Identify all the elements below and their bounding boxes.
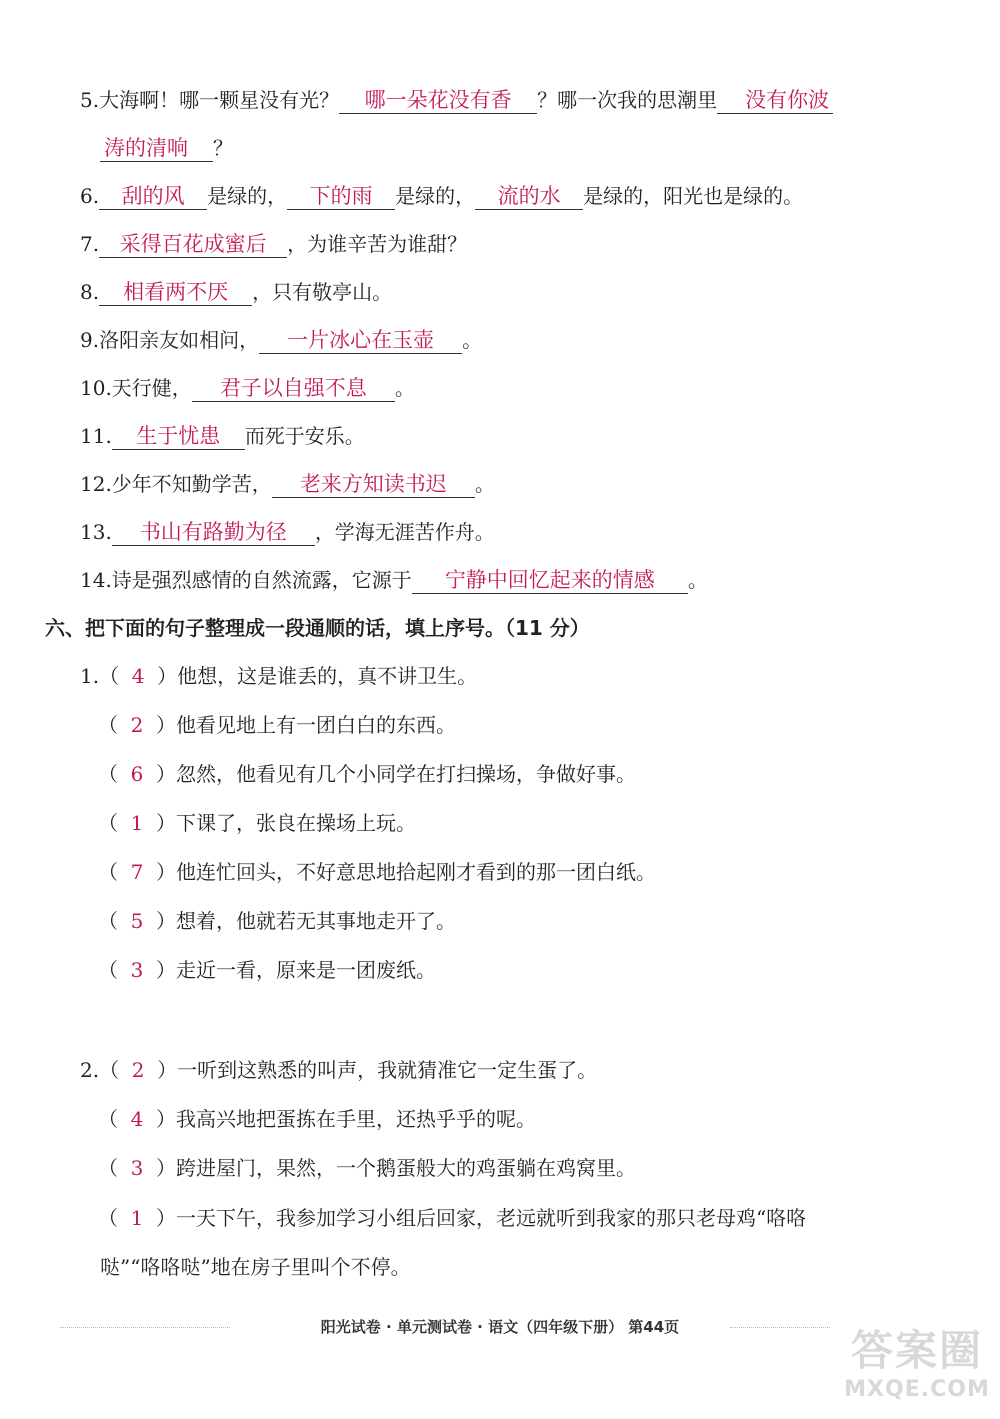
- answer-6-blank2: 下的雨: [287, 183, 395, 210]
- question-8: [80, 278, 392, 306]
- order-item-continuation: 哒”“咯咯哒”地在房子里叫个不停。: [100, 1255, 411, 1279]
- order-lead: （: [98, 958, 118, 982]
- answer-7-blank: 采得百花成蜜后: [99, 231, 287, 258]
- order-text: ）他想，这是谁丢的，真不讲卫生。: [157, 664, 478, 688]
- question-6-text1: 是绿的，: [207, 184, 288, 208]
- question-7-suffix: ，为谁辛苦为谁甜？: [287, 232, 468, 256]
- order-answer: 6: [130, 762, 144, 786]
- order-answer: 5: [130, 909, 144, 933]
- order-lead: （: [98, 909, 118, 933]
- order-answer: 1: [130, 811, 144, 835]
- question-6-text2: 是绿的，: [395, 184, 476, 208]
- order-answer: 2: [130, 713, 144, 737]
- watermark-url: MXQE.COM: [844, 1377, 990, 1402]
- footer-text: 阳光试卷 · 单元测试卷 · 语文（四年级下册） 第44页: [320, 1318, 680, 1336]
- answer-9-blank: 一片冰心在玉壶: [259, 327, 462, 354]
- order-lead: （: [98, 713, 118, 737]
- question-5-suffix: ？: [213, 136, 233, 160]
- answer-5-blank2a: 没有你波: [717, 87, 833, 114]
- question-8-suffix: ，只有敬亭山。: [252, 280, 393, 304]
- question-5-mid: ？哪一次我的思潮里: [537, 88, 718, 112]
- order-lead: 2.（: [80, 1058, 120, 1082]
- order-answer: 2: [131, 1058, 145, 1082]
- order-answer: 4: [130, 1107, 144, 1131]
- answer-8-blank: 相看两不厌: [99, 279, 252, 306]
- order-item: [80, 662, 477, 690]
- question-8-num: 8.: [80, 280, 100, 304]
- answer-6-blank1: 刮的风: [99, 183, 207, 210]
- question-13-num: 13.: [80, 520, 112, 544]
- question-12-suffix: 。: [474, 472, 495, 496]
- question-11: [80, 422, 365, 450]
- order-item: [80, 1056, 597, 1084]
- footer-right-dots: [730, 1327, 830, 1328]
- order-answer: 3: [130, 958, 144, 982]
- footer-left-dots: [60, 1327, 230, 1328]
- order-item: [98, 1204, 806, 1232]
- question-6-num: 6.: [80, 184, 100, 208]
- section-6-title: 六、把下面的句子整理成一段通顺的话，填上序号。（11 分）: [45, 616, 590, 640]
- order-text: ）我高兴地把蛋拣在手里，还热乎乎的呢。: [156, 1107, 536, 1131]
- answer-6-blank3: 流的水: [475, 183, 583, 210]
- order-lead: （: [98, 1107, 118, 1131]
- answer-5-blank2b: 涛的清响: [100, 135, 213, 162]
- order-item: [98, 907, 456, 935]
- answer-11-blank: 生于忧患: [112, 423, 245, 450]
- question-5-line1: [80, 86, 833, 114]
- order-text: ）跨进屋门，果然，一个鹅蛋般大的鸡蛋躺在鸡窝里。: [156, 1156, 636, 1180]
- question-7-num: 7.: [80, 232, 100, 256]
- question-10-prefix: 10.天行健，: [80, 376, 192, 400]
- question-12-prefix: 12.少年不知勤学苦，: [80, 472, 272, 496]
- question-9-prefix: 9.洛阳亲友如相问，: [80, 328, 260, 352]
- question-5-line2: [100, 134, 233, 162]
- question-14-suffix: 。: [687, 568, 708, 592]
- question-5-prefix: 5.大海啊！哪一颗星没有光？: [80, 88, 340, 112]
- order-text: ）一天下午，我参加学习小组后回家，老远就听到我家的那只老母鸡“咯咯: [156, 1206, 807, 1230]
- order-text: ）走近一看，原来是一团废纸。: [156, 958, 436, 982]
- order-text: ）一听到这熟悉的叫声，我就猜准它一定生蛋了。: [157, 1058, 598, 1082]
- order-item: [98, 809, 416, 837]
- order-lead: （: [98, 811, 118, 835]
- order-item: [98, 858, 656, 886]
- question-7: [80, 230, 467, 258]
- order-item: [98, 1154, 636, 1182]
- question-9-suffix: 。: [462, 328, 483, 352]
- order-lead: （: [98, 1156, 118, 1180]
- order-lead: （: [98, 762, 118, 786]
- order-item: [98, 956, 436, 984]
- order-text: ）他连忙回头，不好意思地拾起刚才看到的那一团白纸。: [156, 860, 656, 884]
- question-13: [80, 518, 495, 546]
- question-14-prefix: 14.诗是强烈感情的自然流露，它源于: [80, 568, 412, 592]
- question-10-suffix: 。: [394, 376, 415, 400]
- question-14: [80, 566, 708, 594]
- order-text: ）忽然，他看见有几个小同学在打扫操场，争做好事。: [156, 762, 636, 786]
- question-10: [80, 374, 415, 402]
- answer-10-blank: 君子以自强不息: [192, 375, 395, 402]
- order-lead: （: [98, 1206, 118, 1230]
- watermark-big: 答案圈: [850, 1326, 983, 1375]
- answer-5-blank1: 哪一朵花没有香: [339, 87, 537, 114]
- question-13-suffix: ，学海无涯苦作舟。: [314, 520, 495, 544]
- order-item: [98, 1105, 536, 1133]
- order-item: [98, 760, 636, 788]
- question-11-suffix: 而死于安乐。: [244, 424, 365, 448]
- order-lead: 1.（: [80, 664, 120, 688]
- order-answer: 7: [130, 860, 144, 884]
- order-item: [98, 711, 456, 739]
- question-6: [80, 182, 803, 210]
- order-text: ）下课了，张良在操场上玩。: [156, 811, 416, 835]
- question-9: [80, 326, 482, 354]
- order-answer: 1: [130, 1206, 144, 1230]
- answer-13-blank: 书山有路勤为径: [112, 519, 315, 546]
- order-text: ）想着，他就若无其事地走开了。: [156, 909, 456, 933]
- order-answer: 4: [131, 664, 145, 688]
- order-text: ）他看见地上有一团白白的东西。: [156, 713, 456, 737]
- order-lead: （: [98, 860, 118, 884]
- watermark-logo: [842, 1325, 992, 1413]
- answer-12-blank: 老来方知读书迟: [272, 471, 475, 498]
- order-answer: 3: [130, 1156, 144, 1180]
- answer-14-blank: 宁静中回忆起来的情感: [412, 567, 688, 594]
- question-6-text3: 是绿的，阳光也是绿的。: [583, 184, 804, 208]
- question-11-num: 11.: [80, 424, 112, 448]
- question-12: [80, 470, 495, 498]
